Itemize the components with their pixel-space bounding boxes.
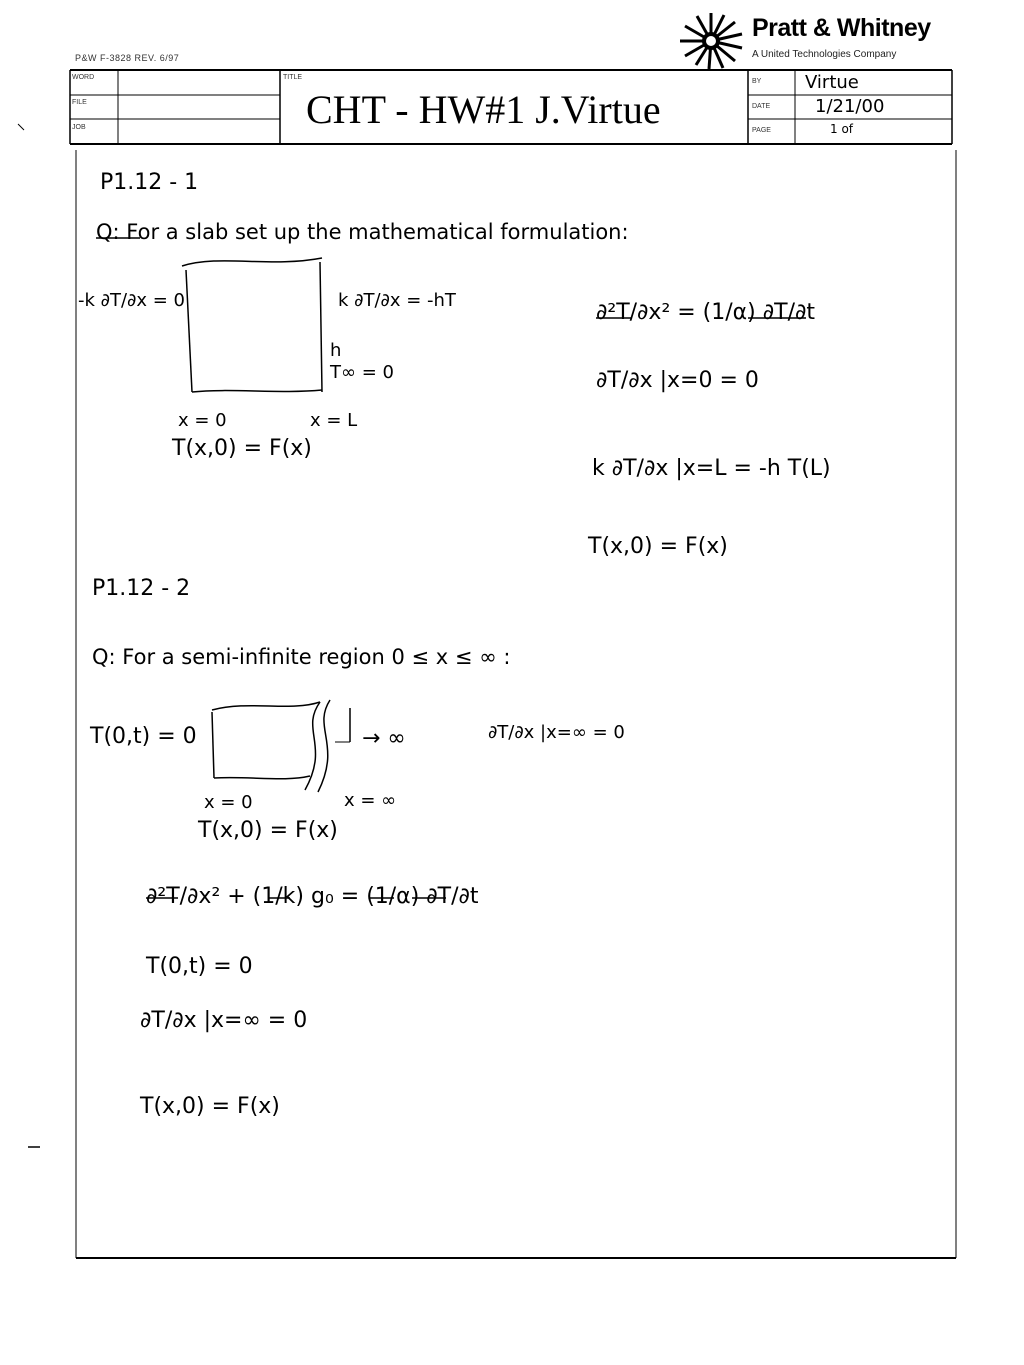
label-job: JOB	[72, 124, 86, 131]
problem1-x0-label: x = 0	[178, 410, 227, 431]
problem2-heading: P1.12 - 2	[92, 576, 191, 601]
turbine-logo-icon	[676, 10, 746, 72]
page-value: 1 of	[830, 122, 854, 136]
problem1-eq-ic: T(x,0) = F(x)	[588, 534, 728, 559]
document-title: CHT - HW#1 J.Virtue	[306, 87, 661, 132]
problem1-eq-pde: ∂²T/∂x² = (1/α) ∂T/∂t	[596, 300, 815, 325]
problem1-right-bc: k ∂T/∂x = -hT	[338, 290, 456, 311]
problem2-xinf-label: x = ∞	[344, 790, 397, 811]
problem2-left-bc: T(0,t) = 0	[90, 724, 197, 749]
problem1-xL-label: x = L	[310, 410, 358, 431]
problem2-arrow-label: → ∞	[362, 726, 406, 751]
problem2-eq-pde: ∂²T/∂x² + (1/k) g₀ = (1/α) ∂T/∂t	[146, 884, 479, 909]
author-value: Virtue	[805, 72, 859, 93]
problem1-left-bc: -k ∂T/∂x = 0	[78, 290, 185, 311]
form-code: P&W F-3828 REV. 6/97	[75, 53, 180, 63]
label-date: DATE	[752, 103, 771, 110]
label-title: TITLE	[283, 74, 303, 81]
problem1-h-label: h	[330, 340, 342, 361]
problem1-eq-bc2: k ∂T/∂x |x=L = -h T(L)	[592, 456, 831, 481]
problem2-x0-label: x = 0	[204, 792, 253, 813]
problem1-eq-bc1: ∂T/∂x |x=0 = 0	[596, 368, 759, 393]
problem2-eq-bc1: T(0,t) = 0	[146, 954, 253, 979]
problem1-ic-sketch: T(x,0) = F(x)	[172, 436, 312, 461]
problem2-eq-ic: T(x,0) = F(x)	[140, 1094, 280, 1119]
date-value: 1/21/00	[815, 96, 885, 117]
problem2-ic-sketch: T(x,0) = F(x)	[198, 818, 338, 843]
problem2-question: Q: For a semi-infinite region 0 ≤ x ≤ ∞ :	[92, 645, 511, 669]
problem2-bc-inf-sketch: ∂T/∂x |x=∞ = 0	[488, 722, 625, 743]
problem1-t-inf: T∞ = 0	[330, 362, 394, 383]
brand-subtitle: A United Technologies Company	[752, 49, 897, 60]
problem1-heading: P1.12 - 1	[100, 170, 199, 195]
problem2-eq-bc2: ∂T/∂x |x=∞ = 0	[140, 1008, 308, 1033]
label-page: PAGE	[752, 127, 771, 134]
brand-name: Pratt & Whitney	[752, 14, 931, 42]
label-file: FILE	[72, 99, 87, 106]
label-by: BY	[752, 78, 762, 85]
label-word: WORD	[72, 74, 95, 81]
problem1-question: Q: For a slab set up the mathematical formulation:	[96, 220, 629, 244]
